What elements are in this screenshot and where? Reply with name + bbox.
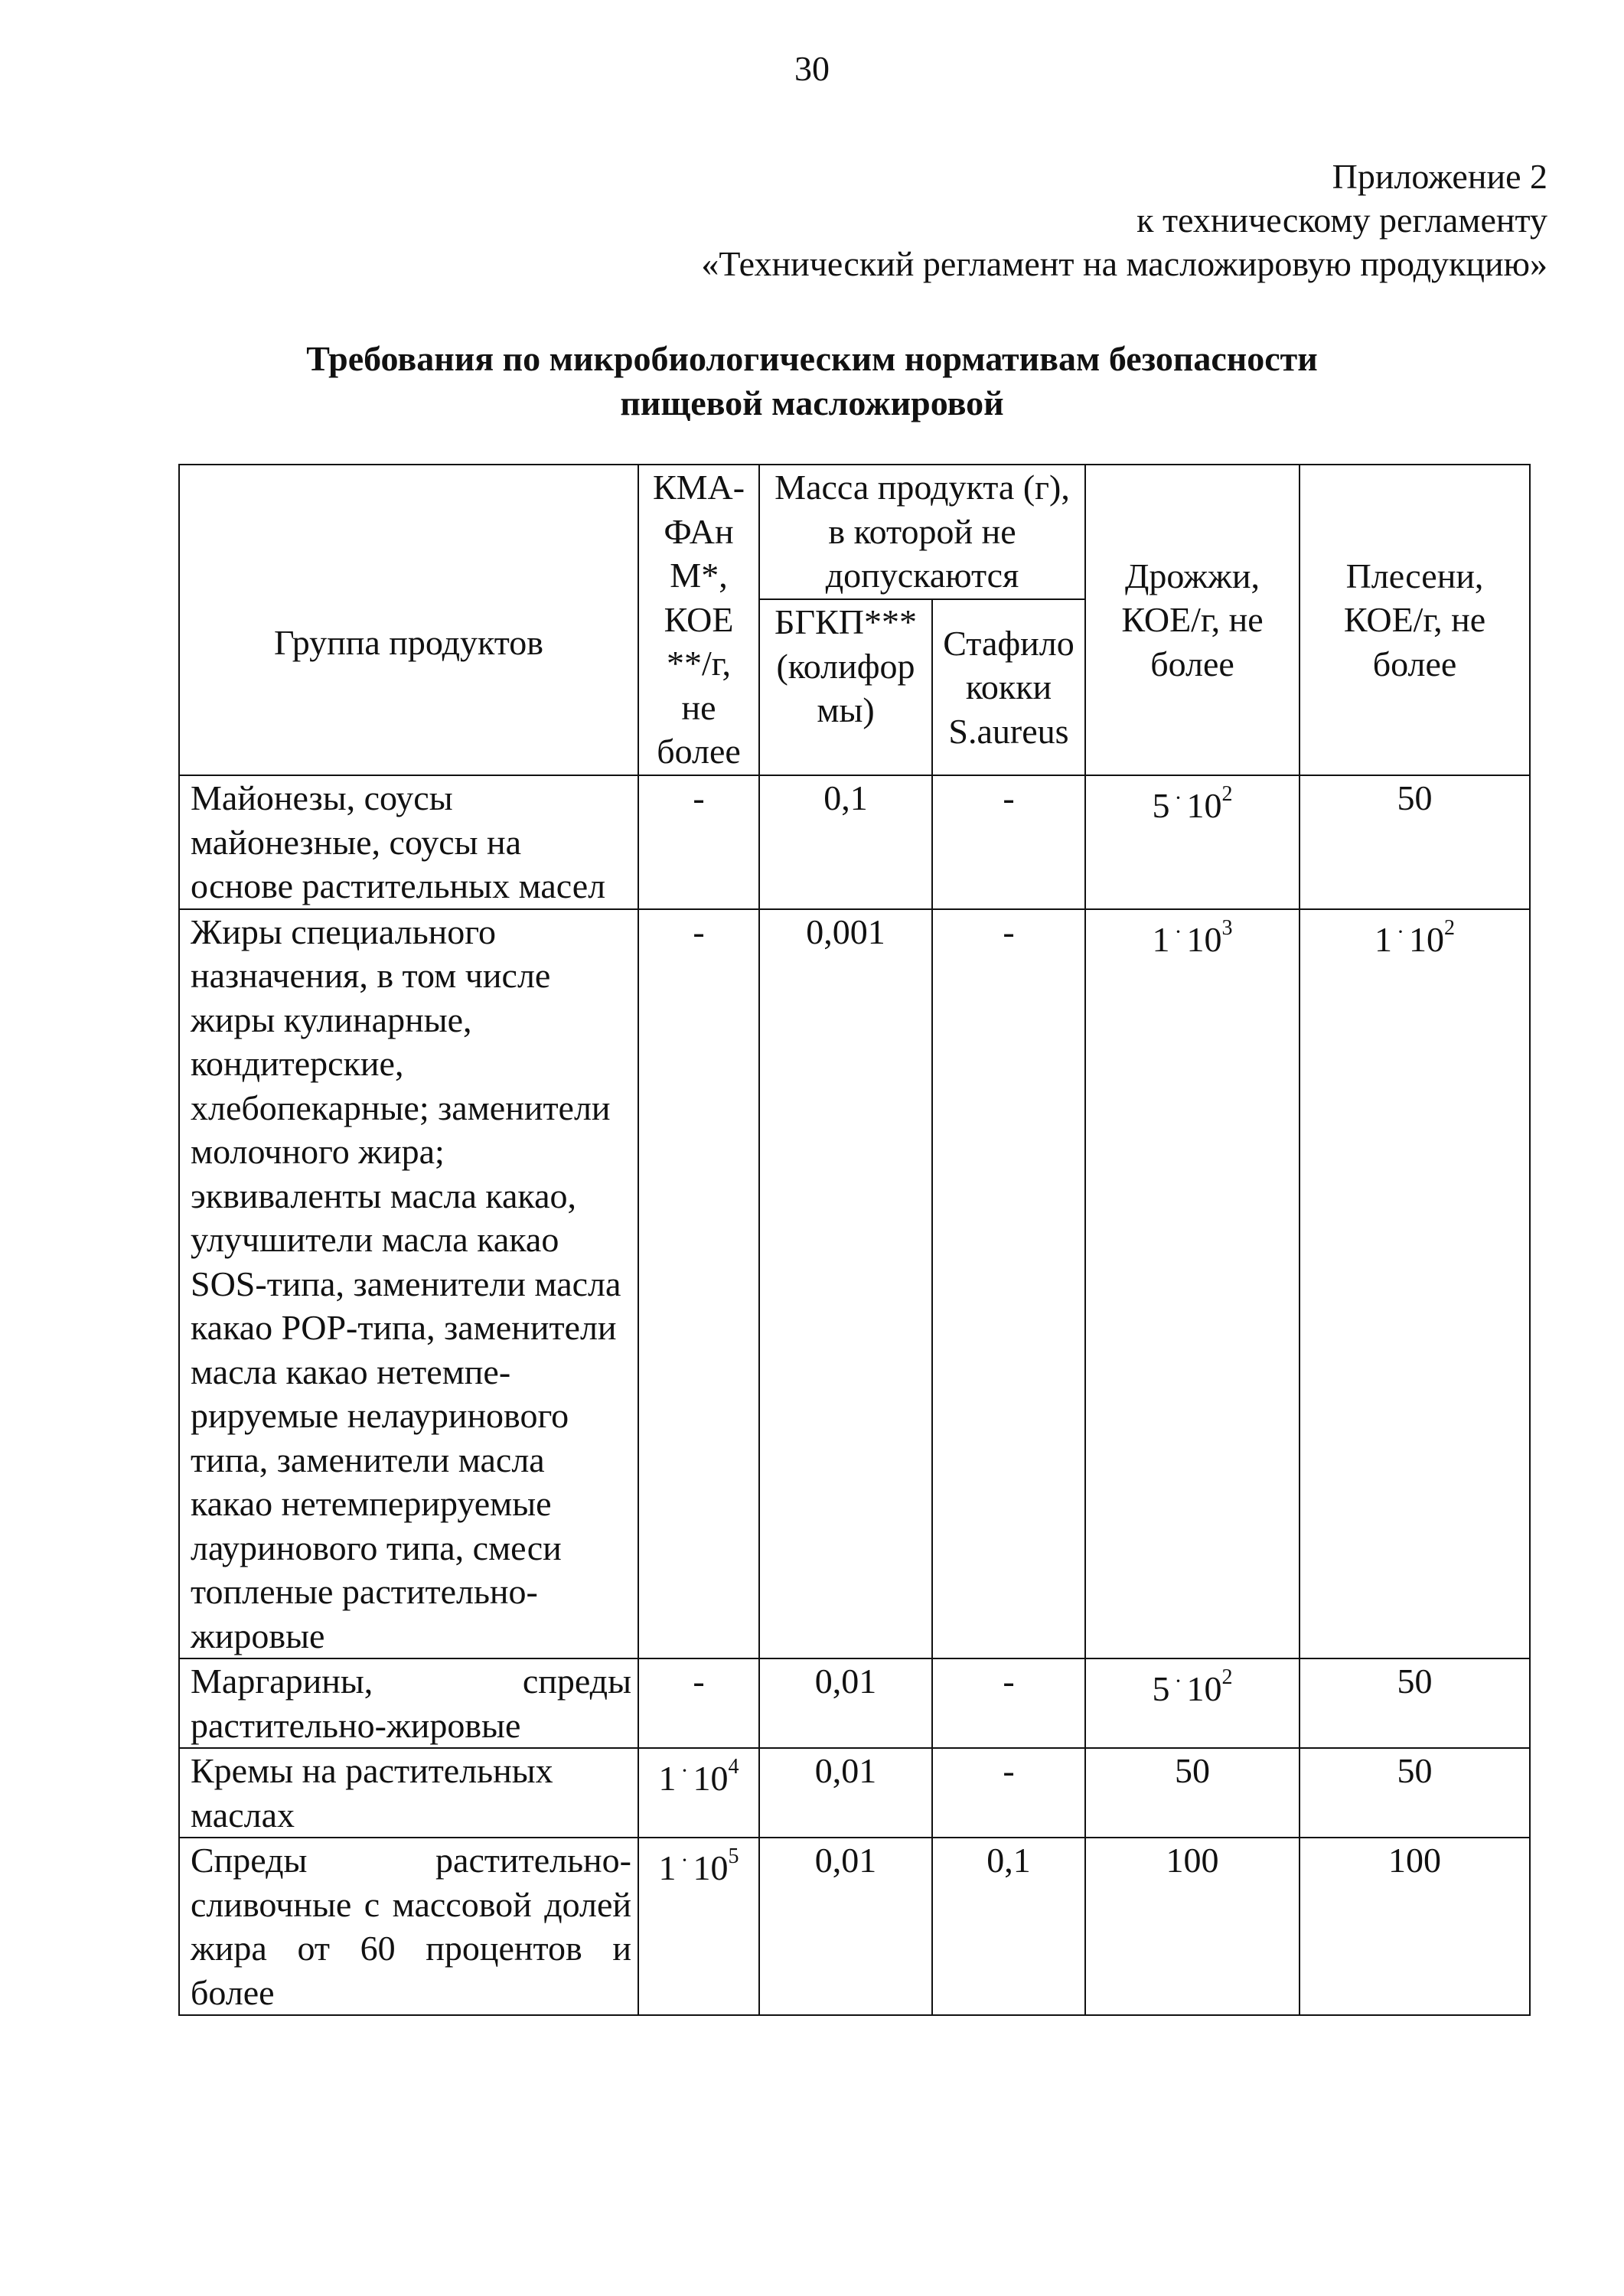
value-base: 1 [658, 1759, 677, 1798]
cell-yeast: 100 [1085, 1838, 1300, 2015]
cell-staph: 0,1 [932, 1838, 1085, 2015]
value-exponent: 2 [1221, 1665, 1233, 1689]
value-power-base: 10 [693, 1848, 729, 1887]
cell-staph: - [932, 1658, 1085, 1748]
value-exponent: 4 [728, 1755, 739, 1779]
cell-mold: 100 [1300, 1838, 1530, 2015]
value-exponent: 5 [728, 1844, 739, 1868]
cell-bgkp: 0,001 [759, 909, 932, 1659]
cell-mold: 50 [1300, 1748, 1530, 1838]
header-mold: Плесени, КОЕ/г, не более [1300, 465, 1530, 775]
cell-mold: 50 [1300, 775, 1530, 909]
cell-yeast: 50 [1085, 1748, 1300, 1838]
cell-mold [1300, 909, 1530, 1659]
value-base: 1 [658, 1848, 677, 1887]
cell-mold: 50 [1300, 1658, 1530, 1748]
value-base: 5 [1152, 1669, 1170, 1708]
multiply-dot: · [680, 1848, 689, 1873]
cell-product-group: Маргарины, спреды растительно-жировые [179, 1658, 638, 1748]
page-number: 30 [794, 49, 830, 88]
header-mass-not-allowed: Масса продукта (г), в которой не допускаются [759, 465, 1085, 599]
multiply-dot: · [1174, 918, 1182, 944]
cell-product-group: Спреды растительно-сливочные с массовой долей жира от 60 процентов и более [179, 1838, 638, 2015]
cell-yeast [1085, 1658, 1300, 1748]
appendix-line-2: к техническому регламенту [1136, 201, 1547, 240]
table-row [179, 1838, 1530, 2015]
cell-kmafanm: - [638, 1658, 759, 1748]
cell-product-group: Кремы на растительных маслах [179, 1748, 638, 1838]
cell-kmafanm: - [638, 909, 759, 1659]
value-power-base: 10 [1186, 919, 1222, 959]
cell-bgkp: 0,01 [759, 1748, 932, 1838]
value-power-base: 10 [1186, 1669, 1222, 1708]
cell-yeast [1085, 775, 1300, 909]
header-kmafanm: КМА-ФАн М*, КОЕ **/г, не более [638, 465, 759, 775]
value-exponent: 2 [1444, 915, 1455, 940]
table-row [179, 909, 1530, 1659]
cell-kmafanm: - [638, 775, 759, 909]
title-line-2: пищевой масложировой [620, 383, 1004, 422]
multiply-dot: · [1174, 1668, 1182, 1694]
cell-kmafanm [638, 1838, 759, 2015]
requirements-table [178, 464, 1531, 2016]
document-title [0, 337, 1624, 426]
appendix-line-3: «Технический регламент на масложировую продукцию» [701, 244, 1547, 283]
appendix-header [701, 155, 1547, 285]
cell-bgkp: 0,01 [759, 1838, 932, 2015]
table-row [179, 1658, 1530, 1748]
value-power-base: 10 [1186, 786, 1222, 825]
table-row [179, 775, 1530, 909]
cell-staph: - [932, 1748, 1085, 1838]
cell-kmafanm [638, 1748, 759, 1838]
header-product-group: Группа продуктов [179, 465, 638, 775]
cell-product-group: Майонезы, соусы майонезные, соусы на основе растительных масел [179, 775, 638, 909]
value-base: 5 [1152, 786, 1170, 825]
table-row [179, 1748, 1530, 1838]
value-base: 1 [1375, 919, 1392, 959]
appendix-line-1: Приложение 2 [1332, 157, 1547, 196]
cell-product-group: Жиры специального назначения, в том числе жиры кулинарные, кондитерские, хлебопекарные; заменители молочного жира; эквиваленты масла какао, улучшители масла какао SOS-типа, заменители масла какао POP-типа, заменители масла какао нетемпе-рируемые нелауринового типа, заменители масла какао нетемперируемые лауринового типа, смеси топленые растительно-жировые [179, 909, 638, 1659]
cell-staph: - [932, 909, 1085, 1659]
header-staphylococci: Стафилококки S.aureus [932, 599, 1085, 775]
value-base: 1 [1152, 919, 1170, 959]
header-yeast: Дрожжи, КОЕ/г, не более [1085, 465, 1300, 775]
cell-bgkp: 0,1 [759, 775, 932, 909]
value-power-base: 10 [693, 1759, 729, 1798]
cell-bgkp: 0,01 [759, 1658, 932, 1748]
title-line-1: Требования по микробиологическим нормативам безопасности [306, 339, 1318, 378]
cell-yeast [1085, 909, 1300, 1659]
header-bgkp: БГКП*** (колиформы) [759, 599, 932, 775]
multiply-dot: · [680, 1758, 689, 1783]
value-power-base: 10 [1409, 919, 1444, 959]
cell-staph: - [932, 775, 1085, 909]
value-exponent: 3 [1221, 915, 1233, 940]
value-exponent: 2 [1221, 782, 1233, 806]
multiply-dot: · [1174, 785, 1182, 810]
multiply-dot: · [1397, 918, 1404, 944]
